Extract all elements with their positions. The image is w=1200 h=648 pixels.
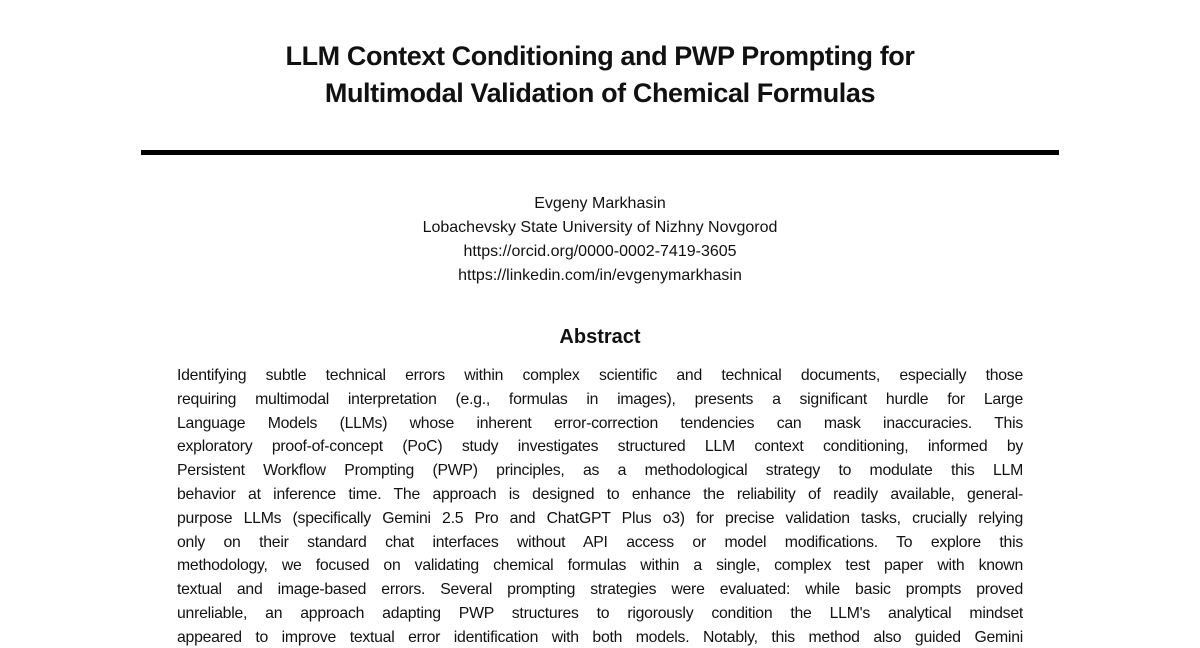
title-divider xyxy=(141,150,1059,155)
author-linkedin: https://linkedin.com/in/evgenymarkhasin xyxy=(458,267,742,284)
abstract-line: behavior at inference time. The approach is designed to enhance the reliability of readily available, general- xyxy=(177,485,1023,503)
title-line-1: LLM Context Conditioning and PWP Prompting for xyxy=(285,41,915,71)
author-affiliation: Lobachevsky State University of Nizhny Novgorod xyxy=(422,219,778,236)
abstract-body xyxy=(177,364,1023,648)
paper-title xyxy=(0,38,1200,112)
abstract-line: Persistent Workflow Prompting (PWP) principles, as a methodological strategy to modulate this LLM xyxy=(177,462,1023,480)
abstract-line: unreliable, an approach adapting PWP structures to rigorously condition the LLM's analytical mindset xyxy=(177,604,1023,622)
abstract-line: methodology, we focused on validating chemical formulas within a single, complex test paper with known xyxy=(177,557,1023,575)
abstract-line: textual and image-based errors. Several prompting strategies were evaluated: while basic prompts proved xyxy=(177,581,1023,599)
title-line-2: Multimodal Validation of Chemical Formulas xyxy=(324,78,876,108)
author-orcid: https://orcid.org/0000-0002-7419-3605 xyxy=(463,243,737,260)
abstract-line: requiring multimodal interpretation (e.g., formulas in images), presents a significant hurdle for Large xyxy=(177,390,1023,408)
abstract-heading: Abstract xyxy=(559,326,641,348)
abstract-line: Identifying subtle technical errors within complex scientific and technical documents, especially those xyxy=(177,367,1023,384)
author-block xyxy=(0,192,1200,288)
abstract-line: exploratory proof-of-concept (PoC) study investigates structured LLM context conditioning, informed by xyxy=(177,438,1023,456)
author-name: Evgeny Markhasin xyxy=(534,195,666,212)
abstract-line: Language Models (LLMs) whose inherent error-correction tendencies can mask inaccuracies. This xyxy=(177,414,1023,432)
abstract-line: appeared to improve textual error identification with both models. Notably, this method also guided Gemini xyxy=(177,628,1023,646)
abstract-line: only on their standard chat interfaces without API access or model modifications. To explore this xyxy=(177,533,1023,551)
abstract-line: purpose LLMs (specifically Gemini 2.5 Pro and ChatGPT Plus o3) for precise validation tasks, crucially relying xyxy=(177,509,1023,527)
